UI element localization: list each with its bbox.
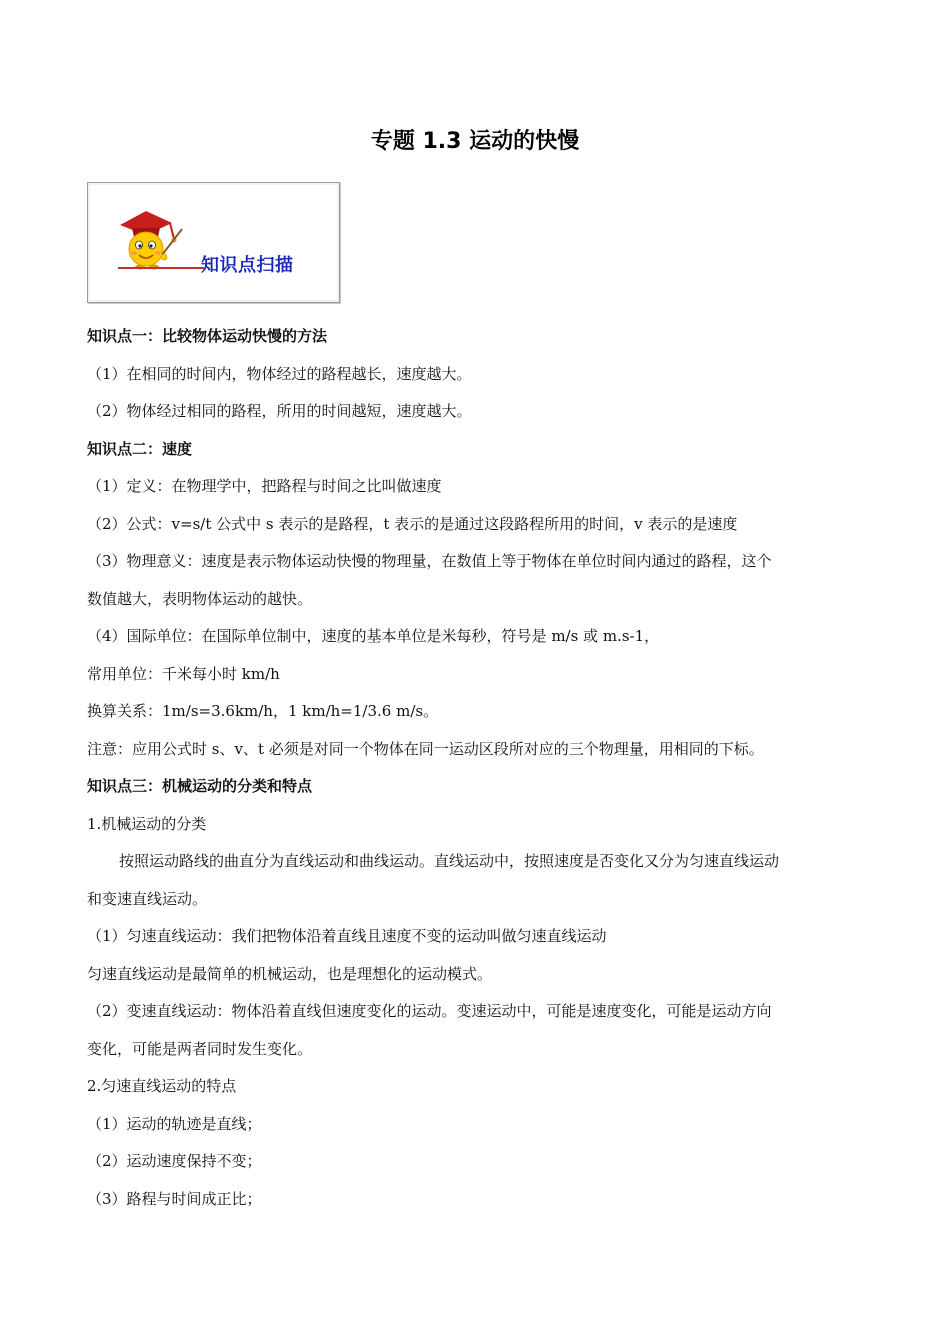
paragraph-line: 和变速直线运动。	[87, 889, 208, 908]
cartoon-doctor-mascot-icon	[112, 195, 192, 275]
paragraph-line: （2）运动速度保持不变；	[87, 1152, 262, 1170]
paragraph-line: （2）物体经过相同的路程，所用的时间越短，速度越大。	[87, 402, 472, 420]
document-body	[87, 318, 867, 1218]
banner-label: 知识点扫描	[201, 255, 294, 276]
paragraph-line: 2.匀速直线运动的特点	[87, 1077, 237, 1095]
section-heading: 知识点一：比较物体运动快慢的方法	[87, 327, 328, 345]
paragraph-line: （2）变速直线运动：物体沿着直线但速度变化的运动。变速运动中，可能是速度变化，可能是运动方向	[87, 1002, 772, 1020]
paragraph-line: 1.机械运动的分类	[87, 814, 207, 833]
paragraph-line: （1）匀速直线运动：我们把物体沿着直线且速度不变的运动叫做匀速直线运动	[87, 927, 607, 945]
paragraph-line: （1）运动的轨迹是直线；	[87, 1114, 262, 1133]
section-banner	[87, 182, 340, 303]
paragraph-line: 匀速直线运动是最简单的机械运动，也是理想化的运动模式。	[87, 964, 493, 983]
section-heading: 知识点三：机械运动的分类和特点	[87, 777, 313, 795]
paragraph-line: （2）公式：v=s/t 公式中 s 表示的是路程，t 表示的是通过这段路程所用的时间，v 表示的是速度	[87, 514, 738, 533]
paragraph-line: 换算关系：1m/s=3.6km/h，1 km/h=1/3.6 m/s。	[87, 702, 439, 720]
paragraph-line: （1）定义：在物理学中，把路程与时间之比叫做速度	[87, 477, 442, 495]
paragraph-line: 变化，可能是两者同时发生变化。	[87, 1039, 313, 1058]
paragraph-line: （3）物理意义：速度是表示物体运动快慢的物理量，在数值上等于物体在单位时间内通过的路程，这个	[87, 552, 772, 570]
paragraph-line: （3）路程与时间成正比；	[87, 1189, 262, 1208]
paragraph-line: 按照运动路线的曲直分为直线运动和曲线运动。直线运动中，按照速度是否变化又分为匀速直线运动	[119, 852, 780, 870]
paragraph-line: 数值越大，表明物体运动的越快。	[87, 589, 313, 608]
paragraph-line: 注意：应用公式时 s、v、t 必须是对同一个物体在同一运动区段所对应的三个物理量，用相同的下标。	[87, 739, 764, 758]
banner-underline	[118, 267, 204, 269]
paragraph-line: （1）在相同的时间内，物体经过的路程越长，速度越大。	[87, 364, 472, 383]
paragraph-line: 常用单位：千米每小时 km/h	[87, 664, 280, 683]
page-title: 专题 1.3 运动的快慢	[370, 129, 580, 154]
paragraph-line: （4）国际单位：在国际单位制中，速度的基本单位是米每秒，符号是 m/s 或 m.s-1，	[87, 627, 660, 645]
section-heading: 知识点二：速度	[87, 439, 193, 458]
